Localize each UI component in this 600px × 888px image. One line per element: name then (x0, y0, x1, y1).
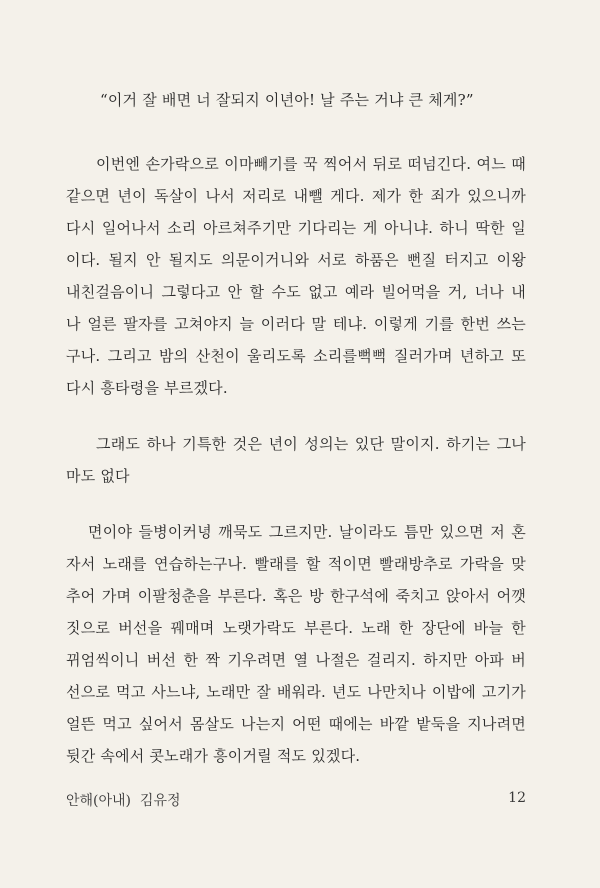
text-line: 선으로 먹고 사느냐, 노래만 잘 배워라. 년도 나만치나 이밥에 고기가 (66, 683, 526, 701)
paragraph-3 (66, 428, 526, 492)
text-line: 나 얼른 팔자를 고쳐야지 늘 이러다 말 테냐. 이렇게 기를 한번 쓰는 (66, 315, 526, 333)
paragraph-quote (66, 84, 526, 116)
text-line: 얼뜬 먹고 싶어서 몸살도 나는지 어떤 때에는 바깥 밭둑을 지나려면 (66, 715, 526, 733)
text-line: 짓으로 버선을 꿰매며 노랫가락도 부른다. 노래 한 장단에 바늘 한 (66, 619, 526, 637)
text-line: 뀌엄씩이니 버선 한 짝 기우려면 열 나절은 걸리지. 하지만 아파 버 (66, 651, 526, 669)
text-line: 자서 노래를 연습하는구나. 빨래를 할 적이면 빨래방추로 가락을 맞 (66, 555, 526, 573)
paragraph-4 (66, 516, 526, 772)
text-line: 이번엔 손가락으로 이마빼기를 꾹 찍어서 뒤로 떠넘긴다. 여느 때 (96, 155, 526, 173)
text-line: 그래도 하나 기특한 것은 년이 성의는 있단 말이지. 하기는 그나 (96, 435, 526, 453)
running-title: 안해(아내) 김유정 (66, 793, 181, 809)
text-line: “이거 잘 배면 너 잘되지 이년아! 날 주는 거냐 큰 체게?” (100, 91, 474, 109)
text-line: 면이야 들병이커녕 깨묵도 그르지만. 날이라도 틈만 있으면 저 혼 (88, 523, 526, 541)
text-line: 구나. 그리고 밤의 산천이 울리도록 소리를뻑뻑 질러가며 년하고 또 (66, 347, 526, 365)
text-line: 같으면 년이 독살이 나서 저리로 내뺄 게다. 제가 한 죄가 있으니까 (66, 187, 526, 205)
text-line: 마도 없다 (66, 467, 130, 485)
text-line: 뒷간 속에서 콧노래가 흥이거릴 적도 있겠다. (66, 747, 361, 765)
page-number: 12 (508, 790, 526, 806)
text-line: 다시 일어나서 소리 아르쳐주기만 기다리는 게 아니냐. 하니 딱한 일 (66, 219, 526, 237)
text-line: 추어 가며 이팔청춘을 부른다. 혹은 방 한구석에 죽치고 앉아서 어깻 (66, 587, 526, 605)
text-line: 다시 흥타령을 부르겠다. (66, 379, 228, 397)
text-line: 내친걸음이니 그렇다고 안 할 수도 없고 예라 빌어먹을 거, 너나 내 (66, 283, 526, 301)
paragraph-2 (66, 148, 526, 404)
text-line: 이다. 될지 안 될지도 의문이거니와 서로 하품은 뻔질 터지고 이왕 (66, 251, 526, 269)
